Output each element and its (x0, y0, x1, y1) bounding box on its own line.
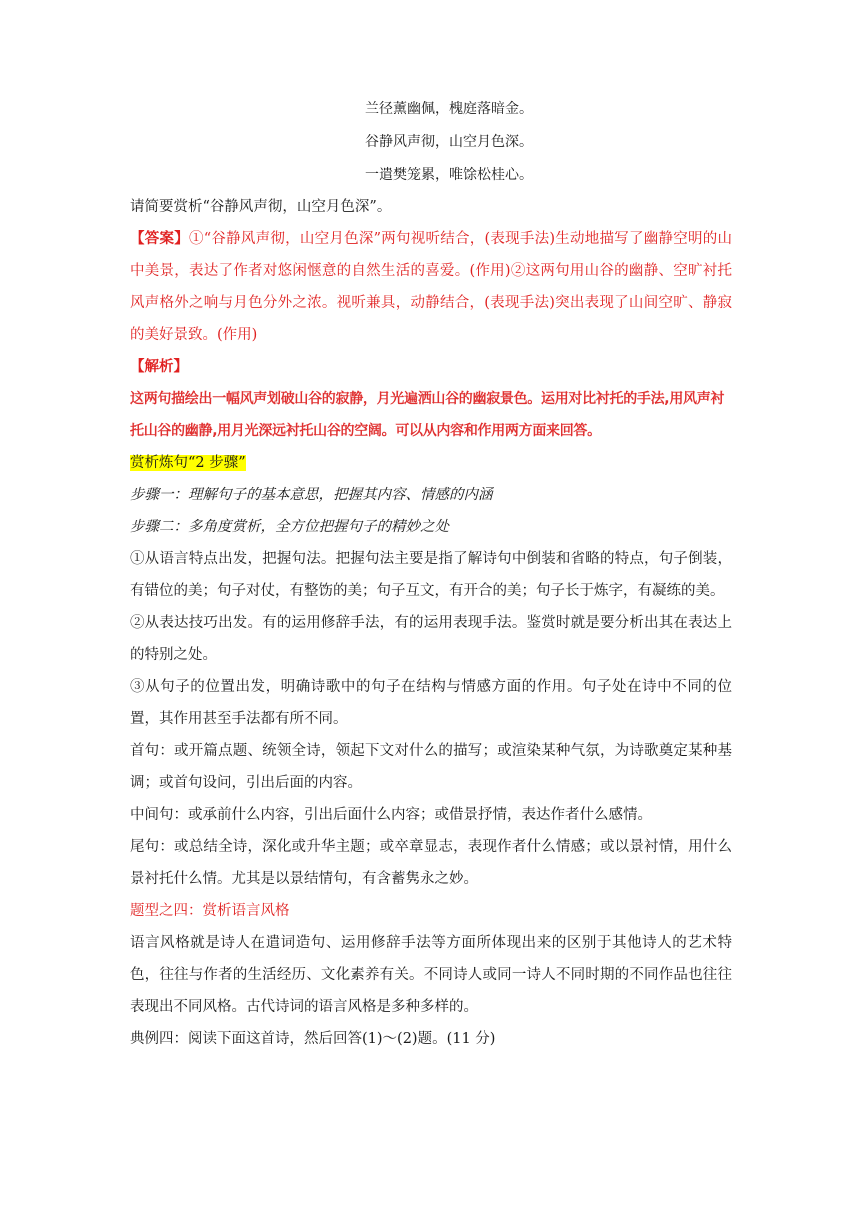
middle-line-desc: 中间句：或承前什么内容，引出后面什么内容；或借景抒情，表达作者什么感情。 (130, 807, 652, 823)
poem (130, 100, 732, 184)
step-2: 步骤二：多角度赏析，全方位把握句子的精妙之处 (130, 519, 449, 535)
section-heading: 赏析炼句“2 步骤” (130, 455, 246, 471)
poem-line-2: 谷静风声彻，山空月色深。 (365, 134, 533, 150)
step-1: 步骤一：理解句子的基本意思，把握其内容、情感的内涵 (130, 487, 493, 503)
first-line-desc: 首句：或开篇点题、统领全诗，领起下文对什么的描写；或渲染某种气氛，为诗歌奠定某种基调；或首句设问，引出后面的内容。 (130, 743, 732, 791)
type4-heading: 题型之四：赏析语言风格 (130, 903, 290, 919)
example-4: 典例四：阅读下面这首诗，然后回答(1)～(2)题。(11 分) (130, 1031, 496, 1047)
answer-tag: 【答案】 (130, 230, 189, 247)
point-2: ②从表达技巧出发。有的运用修辞手法，有的运用表现手法。鉴赏时就是要分析出其在表达上的特别之处。 (130, 615, 732, 663)
section-heading-paragraph (130, 447, 732, 479)
type4-text: 语言风格就是诗人在遣词造句、运用修辞手法等方面所体现出来的区别于其他诗人的艺术特色，往往与作者的生活经历、文化素养有关。不同诗人或同一诗人不同时期的不同作品也往往表现出不同风格。古代诗词的语言风格是多种多样的。 (130, 935, 732, 1015)
point-3: ③从句子的位置出发，明确诗歌中的句子在结构与情感方面的作用。句子处在诗中不同的位置，其作用甚至手法都有所不同。 (130, 679, 732, 727)
point-1: ①从语言特点出发，把握句法。把握句法主要是指了解诗句中倒装和省略的特点，句子倒装，有错位的美；句子对仗，有整饬的美；句子互文，有开合的美；句子长于炼字，有凝练的美。 (130, 551, 732, 599)
answer-paragraph (130, 223, 732, 351)
document-page (130, 100, 732, 1055)
poem-line-1: 兰径薰幽佩，槐庭落暗金。 (365, 101, 533, 117)
question: 请简要赏析“谷静风声彻，山空月色深”。 (130, 199, 392, 215)
analysis-text: 这两句描绘出一幅风声划破山谷的寂静，月光遍洒山谷的幽寂景色。运用对比衬托的手法,用风声衬托山谷的幽静,用月光深远衬托山谷的空阔。可以从内容和作用两方面来回答。 (130, 391, 725, 439)
answer-text: ①“谷静风声彻，山空月色深”两句视听结合，(表现手法)生动地描写了幽静空明的山中美景，表达了作者对悠闲惬意的自然生活的喜爱。(作用)②这两句用山谷的幽静、空旷衬托风声格外之响与月色分外之浓。视听兼具，动静结合，(表现手法)突出表现了山间空旷、静寂的美好景致。(作用) (130, 231, 733, 343)
last-line-desc: 尾句：或总结全诗，深化或升华主题；或卒章显志，表现作者什么情感；或以景衬情，用什么景衬托什么情。尤其是以景结情句，有含蓄隽永之妙。 (130, 839, 732, 887)
poem-line-3: 一遣樊笼累，唯馀松桂心。 (365, 167, 533, 183)
analysis-tag: 【解析】 (130, 358, 188, 375)
